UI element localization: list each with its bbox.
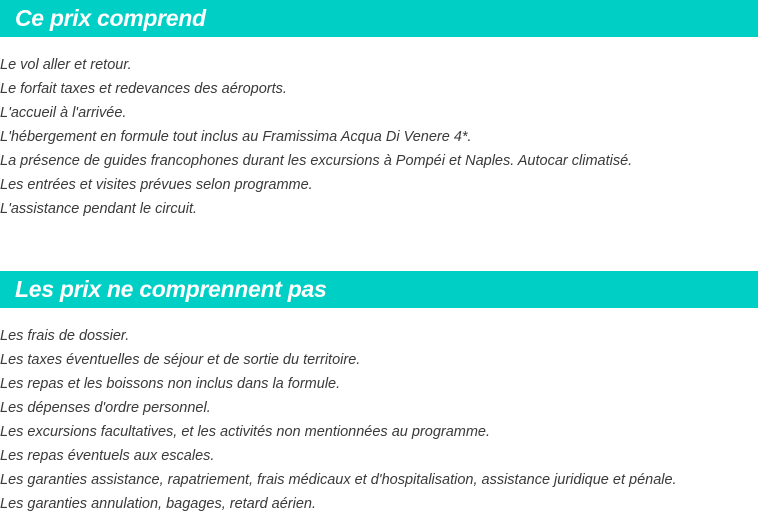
excludes-item: Les repas éventuels aux escales.: [0, 448, 215, 464]
includes-section-title: Ce prix comprend: [15, 5, 206, 31]
excludes-section-title: Les prix ne comprennent pas: [15, 276, 327, 302]
excludes-item: Les taxes éventuelles de séjour et de sortie du territoire.: [0, 352, 361, 368]
includes-item: La présence de guides francophones durant les excursions à Pompéi et Naples. Autocar climatisé.: [0, 153, 633, 169]
excludes-section-header: [0, 271, 758, 308]
excludes-list: [0, 324, 677, 516]
includes-item: Les entrées et visites prévues selon programme.: [0, 177, 313, 193]
excludes-item: Les frais de dossier.: [0, 328, 130, 344]
includes-item: Le vol aller et retour.: [0, 57, 132, 73]
includes-item: L'accueil à l'arrivée.: [0, 105, 127, 121]
excludes-item: Les dépenses d'ordre personnel.: [0, 400, 211, 416]
includes-item: Le forfait taxes et redevances des aéroports.: [0, 81, 287, 97]
excludes-item: Les garanties assistance, rapatriement, frais médicaux et d'hospitalisation, assistance juridique et pénale.: [0, 472, 677, 488]
excludes-item: Les excursions facultatives, et les activités non mentionnées au programme.: [0, 424, 491, 440]
excludes-item: Les repas et les boissons non inclus dans la formule.: [0, 376, 341, 392]
excludes-item: Les garanties annulation, bagages, retard aérien.: [0, 496, 316, 512]
includes-list: [0, 53, 632, 221]
includes-item: L'hébergement en formule tout inclus au Framissima Acqua Di Venere 4*.: [0, 129, 472, 145]
includes-item: L'assistance pendant le circuit.: [0, 201, 198, 217]
includes-section-header: [0, 0, 758, 37]
